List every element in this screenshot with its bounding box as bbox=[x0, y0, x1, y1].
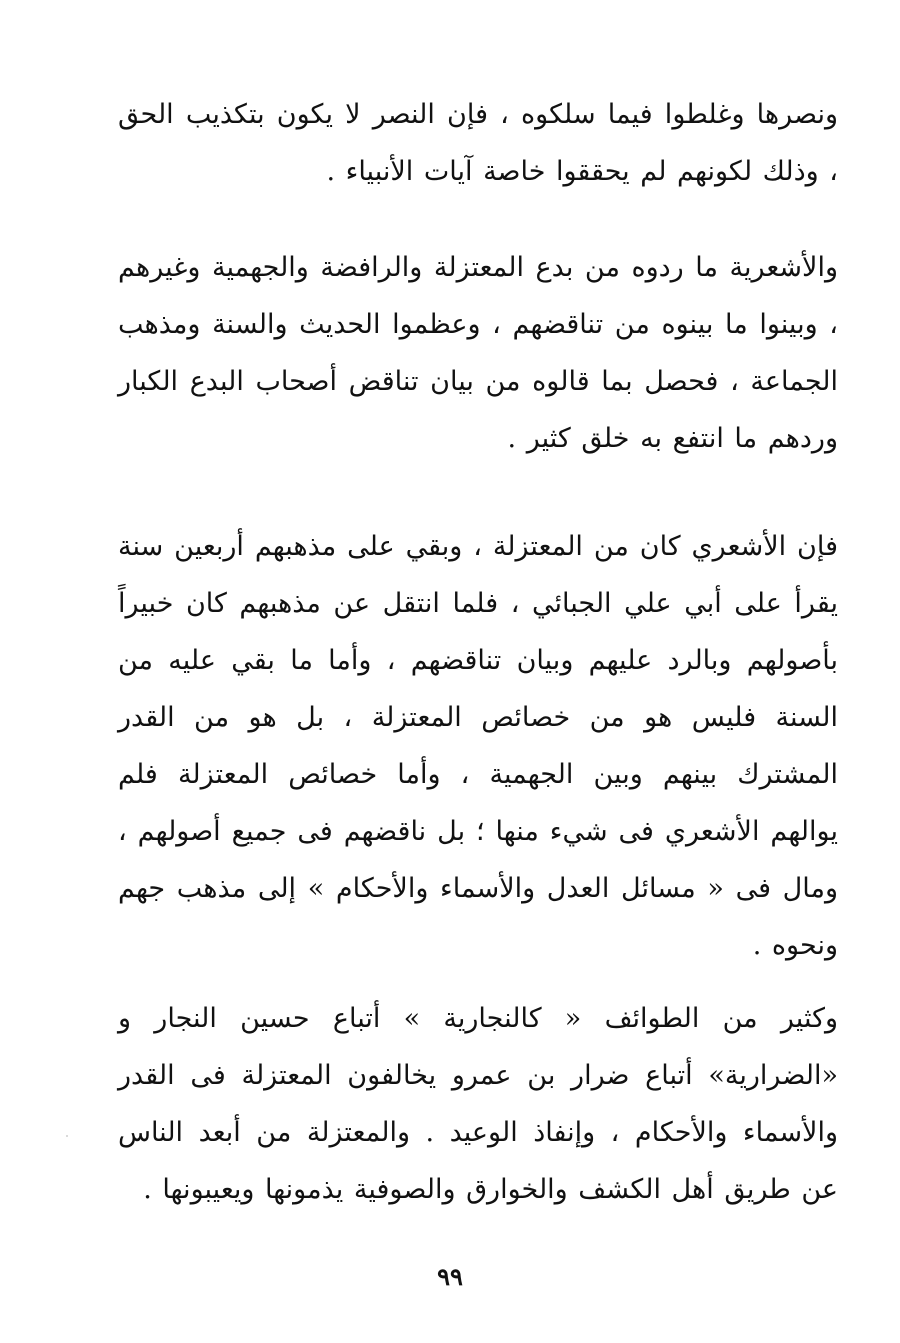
page-number: ٩٩ bbox=[437, 1262, 463, 1291]
scan-speck bbox=[66, 1135, 68, 1137]
paragraph-3: فإن الأشعري كان من المعتزلة ، وبقي على مذهبهم أربعين سنة يقرأ على أبي علي الجبائي ، فلما انتقل عن مذهبهم كان خبيراً بأصولهم وبالرد عليهم وبيان تناقضهم ، وأما ما بقي عليه من السنة فليس هو من خصائص المعتزلة ، بل هو من القدر المشترك بينهم وبين الجهمية ، وأما خصائص المعتزلة فلم يوالهم الأشعري فى شيء منها ؛ بل ناقضهم فى جميع أصولهم ، ومال فى « مسائل العدل والأسماء والأحكام » إلى مذهب جهم ونحوه . bbox=[118, 531, 838, 961]
paragraph-1: ونصرها وغلطوا فيما سلكوه ، فإن النصر لا يكون بتكذيب الحق ، وذلك لكونهم لم يحققوا خاصة آيات الأنبياء . bbox=[118, 99, 838, 187]
paragraph-4: وكثير من الطوائف « كالنجارية » أتباع حسين النجار و «الضرارية» أتباع ضرار بن عمرو يخالفون المعتزلة فى القدر والأسماء والأحكام ، وإنفاذ الوعيد . والمعتزلة من أبعد الناس عن طريق أهل الكشف والخوارق والصوفية يذمونها ويعيبونها . bbox=[118, 1003, 838, 1205]
paragraph-2: والأشعرية ما ردوه من بدع المعتزلة والرافضة والجهمية وغيرهم ، وبينوا ما بينوه من تناقضهم ، وعظموا الحديث والسنة ومذهب الجماعة ، فحصل بما قالوه من بيان تناقض أصحاب البدع الكبار وردهم ما انتفع به خلق كثير . bbox=[118, 252, 838, 454]
